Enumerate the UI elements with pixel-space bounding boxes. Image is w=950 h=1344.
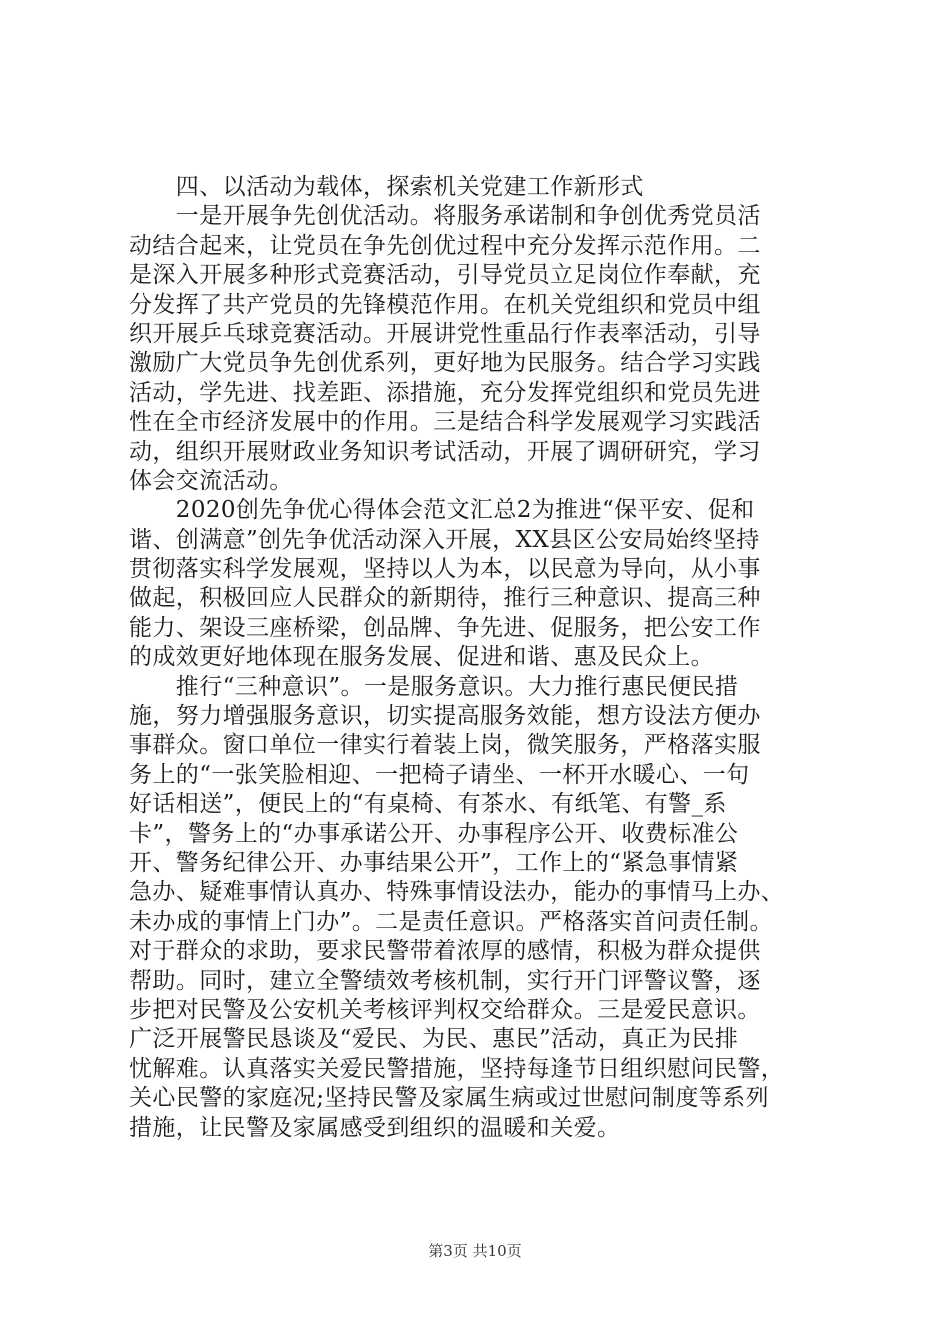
document-body [129,173,845,1143]
text-line: 对于群众的求助，要求民警带着浓厚的感情，积极为群众提供 [129,938,761,965]
text-line: 动结合起来，让党员在争先创优过程中充分发挥示范作用。二 [129,232,761,259]
text-line: 做起，积极回应人民群众的新期待，推行三种意识、提高三种 [129,585,761,612]
text-line: 好话相送”，便民上的“有桌椅、有茶水、有纸笔、有警_系 [129,791,727,818]
text-line: 活动，学先进、找差距、添措施，充分发挥党组织和党员先进 [129,379,761,406]
text-line: 激励广大党员争先创优系列，更好地为民服务。结合学习实践 [129,350,761,377]
text-line: 步把对民警及公安机关考核评判权交给群众。三是爱民意识。 [129,996,761,1023]
text-line: 一是开展争先创优活动。将服务承诺制和争创优秀党员活 [129,203,761,230]
text-line: 是深入开展多种形式竞赛活动，引导党员立足岗位作奉献，充 [129,262,761,289]
text-line: 分发挥了共产党员的先锋模范作用。在机关党组织和党员中组 [129,291,761,318]
text-line: 贯彻落实科学发展观，坚持以人为本，以民意为导向，从小事 [129,556,761,583]
text-line: 未办成的事情上门办”。二是责任意识。严格落实首问责任制。 [129,908,773,935]
text-line: 忧解难。认真落实关爱民警措施，坚持每逢节日组织慰问民警， [129,1055,785,1082]
text-line: 推行“三种意识”。一是服务意识。大力推行惠民便民措 [129,673,739,700]
text-line: 的成效更好地体现在服务发展、促进和谐、惠及民众上。 [129,644,714,671]
text-line: 施，努力增强服务意识，切实提高服务效能，想方设法方便办 [129,703,761,730]
text-line: 务上的“一张笑脸相迎、一把椅子请坐、一杯开水暖心、一句 [129,761,750,788]
page-footer: 第3页 共10页 [428,1242,522,1260]
text-line: 织开展乒乓球竞赛活动。开展讲党性重品行作表率活动，引导 [129,320,761,347]
text-line: 帮助。同时，建立全警绩效考核机制，实行开门评警议警，逐 [129,967,761,994]
text-line: 2020创先争优心得体会范文汇总2为推进“保平安、促和 [129,497,755,524]
text-line: 谐、创满意”创先争优活动深入开展，XX县区公安局始终坚持 [129,526,760,553]
text-line: 动，组织开展财政业务知识考试活动，开展了调研研究，学习 [129,438,761,465]
text-line: 事群众。窗口单位一律实行着装上岗，微笑服务，严格落实服 [129,732,761,759]
text-line: 措施，让民警及家属感受到组织的温暖和关爱。 [129,1114,621,1141]
text-line: 关心民警的家庭况;坚持民警及家属生病或过世慰问制度等系列 [129,1085,769,1112]
text-line: 体会交流活动。 [129,467,293,494]
text-line: 开、警务纪律公开、办事结果公开”，工作上的“紧急事情紧 [129,849,739,876]
text-line: 卡”，警务上的“办事承诺公开、办事程序公开、收费标准公 [129,820,739,847]
text-line: 广泛开展警民恳谈及“爱民、为民、惠民”活动，真正为民排 [129,1026,739,1053]
text-line: 急办、疑难事情认真办、特殊事情设法办，能办的事情马上办、 [129,879,785,906]
text-line: 能力、架设三座桥梁，创品牌、争先进、促服务，把公安工作 [129,614,761,641]
text-line: 四、以活动为载体，探索机关党建工作新形式 [129,174,644,200]
text-line: 性在全市经济发展中的作用。三是结合科学发展观学习实践活 [129,409,761,436]
